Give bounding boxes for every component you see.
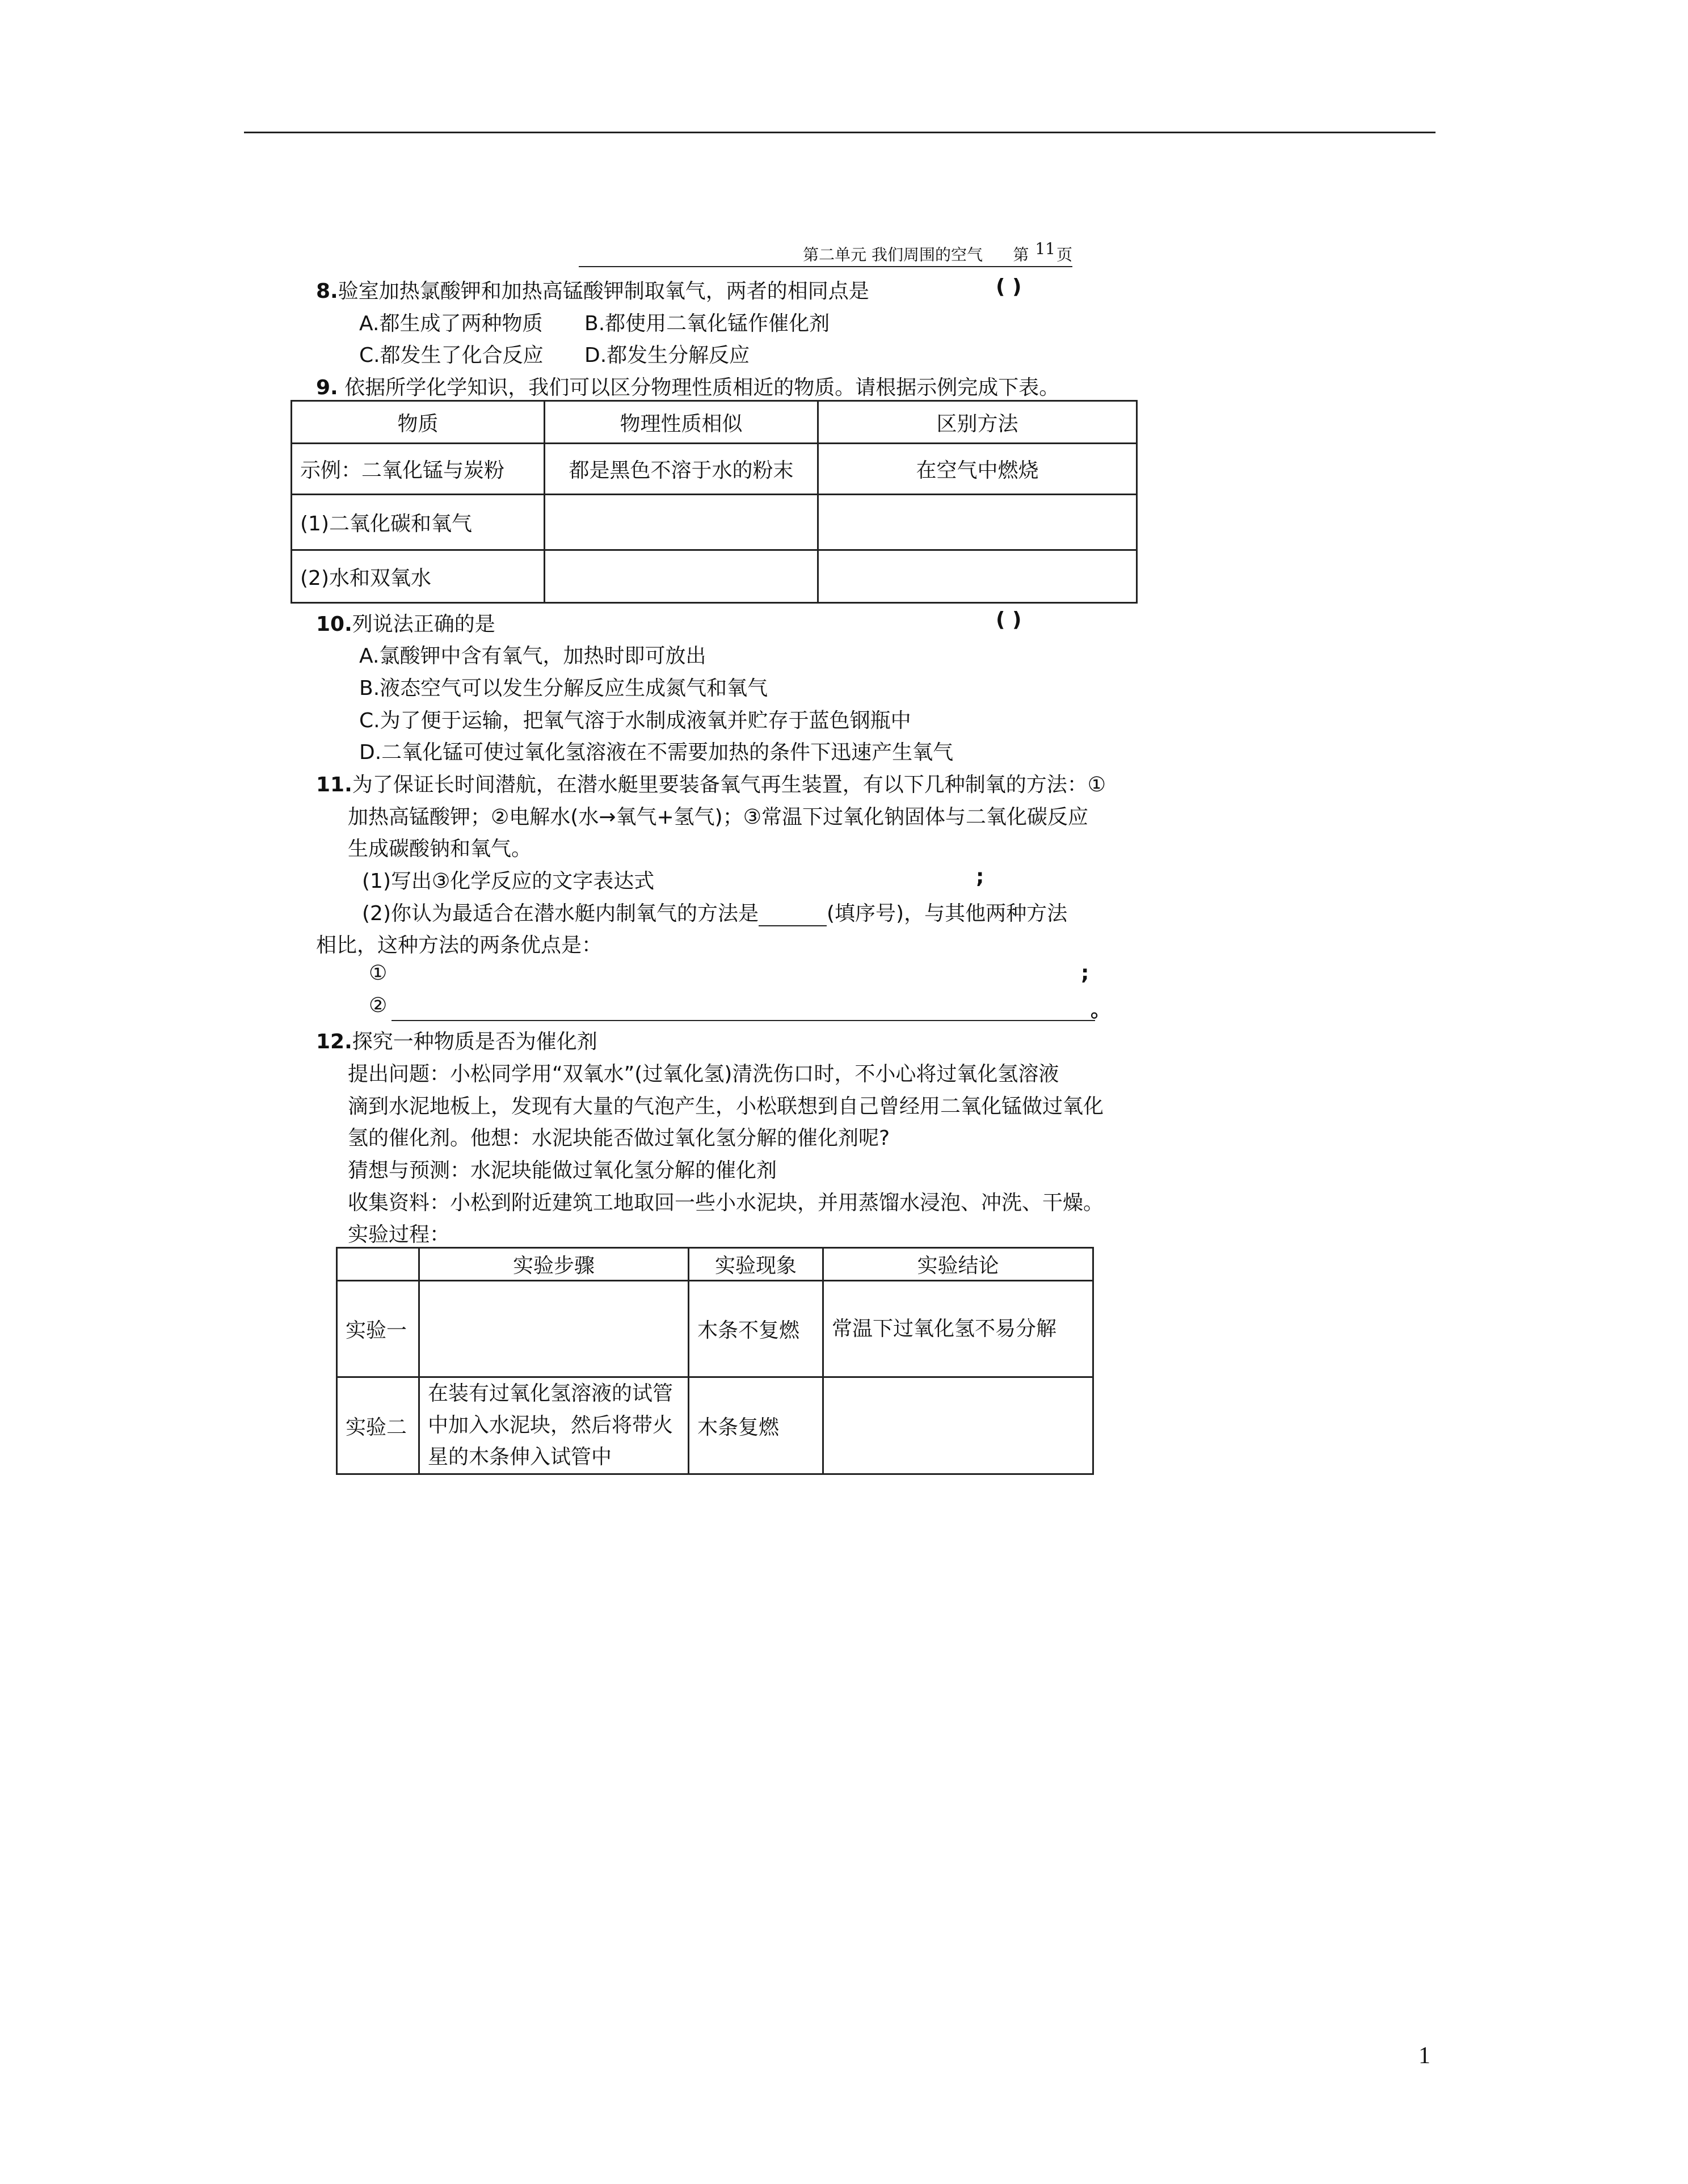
q11-advantage-2-end: 。 [1091,998,1112,1022]
q12-number: 12. [316,1030,352,1053]
q12-line-5: 收集资料：小松到附近建筑工地取回一些小水泥块，并用蒸馏水浸泡、冲洗、干燥。 [348,1191,1104,1215]
question-10 [316,608,495,637]
q10-option-b: B.液态空气可以发生分解反应生成氮气和氧气 [359,677,768,700]
q11-advantage-2-blank[interactable] [392,1020,1095,1021]
table-cell: 在空气中燃烧 [818,444,1137,495]
question-9 [316,372,1059,400]
q10-number: 10. [316,613,352,636]
table-cell: 实验一 [337,1281,419,1377]
q11-line-2: 加热高锰酸钾；②电解水(水→氧气+氢气)；③常温下过氧化钠固体与二氧化碳反应 [348,806,1088,829]
q10-option-c: C.为了便于运输，把氧气溶于水制成液氧并贮存于蓝色钢瓶中 [359,709,911,732]
table-cell: 木条复燃 [689,1377,823,1474]
q11-advantage-1: ① [369,962,388,985]
q12-table-header-row [337,1248,1093,1281]
q12-line-6: 实验过程： [348,1223,451,1246]
q12-line-4: 猜想与预测：水泥块能做过氧化氢分解的催化剂 [348,1159,777,1182]
q11-advantage-1-end: ; [1081,962,1089,985]
q9-table [291,400,1138,604]
q9-header-method: 区别方法 [818,401,1137,444]
table-row [292,495,1137,550]
q9-header-substance: 物质 [292,401,545,444]
header-text [803,239,1072,265]
q9-number: 9. [316,376,338,399]
q8-option-c: C.都发生了化合反应 [359,344,544,367]
table-row [292,550,1137,603]
q10-text: 列说法正确的是 [352,613,495,636]
table-cell: 实验二 [337,1377,419,1474]
header-page-prefix: 第 [1013,245,1029,264]
header-page-number: 11 [1035,239,1055,258]
q11-sub2 [362,897,1067,926]
answer-cell[interactable] [818,550,1137,603]
q11-sub2-b: (填序号)，与其他两种方法 [827,902,1068,925]
table-cell: 在装有过氧化氢溶液的试管中加入水泥块，然后将带火星的木条伸入试管中 [419,1377,689,1474]
q8-text: 验室加热氯酸钾和加热高锰酸钾制取氧气，两者的相同点是 [338,280,869,303]
q8-option-d: D.都发生分解反应 [584,344,750,367]
q11-sub2-c: 相比，这种方法的两条优点是： [316,934,603,957]
question-12 [316,1026,597,1055]
answer-cell[interactable] [545,495,818,550]
q10-option-d: D.二氧化锰可使过氧化氢溶液在不需要加热的条件下迅速产生氧气 [359,741,954,764]
table-cell: 示例：二氧化锰与炭粉 [292,444,545,495]
q12-table [336,1247,1094,1475]
q12-text: 探究一种物质是否为催化剂 [352,1030,597,1053]
top-rule [244,132,1436,133]
q11-method-blank[interactable] [759,902,827,926]
answer-cell[interactable] [545,550,818,603]
table-cell: 木条不复燃 [689,1281,823,1377]
q8-answer-paren: ( ) [996,275,1022,298]
q12-line-1: 提出问题：小松同学用“双氧水”(过氧化氢)清洗伤口时，不小心将过氧化氢溶液 [348,1063,1059,1086]
q10-answer-paren: ( ) [996,608,1022,631]
q11-number: 11. [316,773,352,796]
q12-line-3: 氢的催化剂。他想：水泥块能否做过氧化氢分解的催化剂呢? [348,1127,890,1150]
table-cell: 常温下过氧化氢不易分解 [823,1281,1093,1377]
question-8 [316,275,869,304]
q11-line-3: 生成碳酸钠和氧气。 [348,837,532,861]
q11-sub1-end: ; [976,865,984,888]
q12-header-phenomenon: 实验现象 [689,1248,823,1281]
table-cell: (1)二氧化碳和氧气 [292,495,545,550]
q9-header-property: 物理性质相似 [545,401,818,444]
q12-header-steps: 实验步骤 [419,1248,689,1281]
running-header [579,241,1072,267]
q9-text: 依据所学化学知识，我们可以区分物理性质相近的物质。请根据示例完成下表。 [344,376,1060,399]
q12-header-blank [337,1248,419,1281]
table-row [337,1281,1093,1377]
q11-sub2-a: (2)你认为最适合在潜水艇内制氧气的方法是 [362,902,759,925]
page-number: 1 [1418,2043,1430,2069]
answer-cell[interactable] [823,1377,1093,1474]
q8-option-a: A.都生成了两种物质 [359,312,543,335]
q12-line-2: 滴到水泥地板上，发现有大量的气泡产生，小松联想到自己曾经用二氧化锰做过氧化 [348,1095,1104,1118]
answer-cell[interactable] [818,495,1137,550]
q12-header-conclusion: 实验结论 [823,1248,1093,1281]
table-row [292,444,1137,495]
question-11 [316,769,1106,798]
q8-number: 8. [316,280,338,303]
table-row [337,1377,1093,1474]
table-cell: 都是黑色不溶于水的粉末 [545,444,818,495]
header-unit: 第二单元 我们周围的空气 [803,245,983,264]
header-page-suffix: 页 [1056,245,1072,264]
q10-option-a: A.氯酸钾中含有氧气，加热时即可放出 [359,644,706,668]
q11-sub1: (1)写出③化学反应的文字表达式 [362,870,655,893]
q11-advantage-2: ② [369,994,388,1017]
q11-line-1: 为了保证长时间潜航，在潜水艇里要装备氧气再生装置，有以下几种制氧的方法：① [352,773,1106,796]
q9-table-header-row [292,401,1137,444]
table-cell: (2)水和双氧水 [292,550,545,603]
answer-cell[interactable] [419,1281,689,1377]
q8-option-b: B.都使用二氧化锰作催化剂 [584,312,830,335]
